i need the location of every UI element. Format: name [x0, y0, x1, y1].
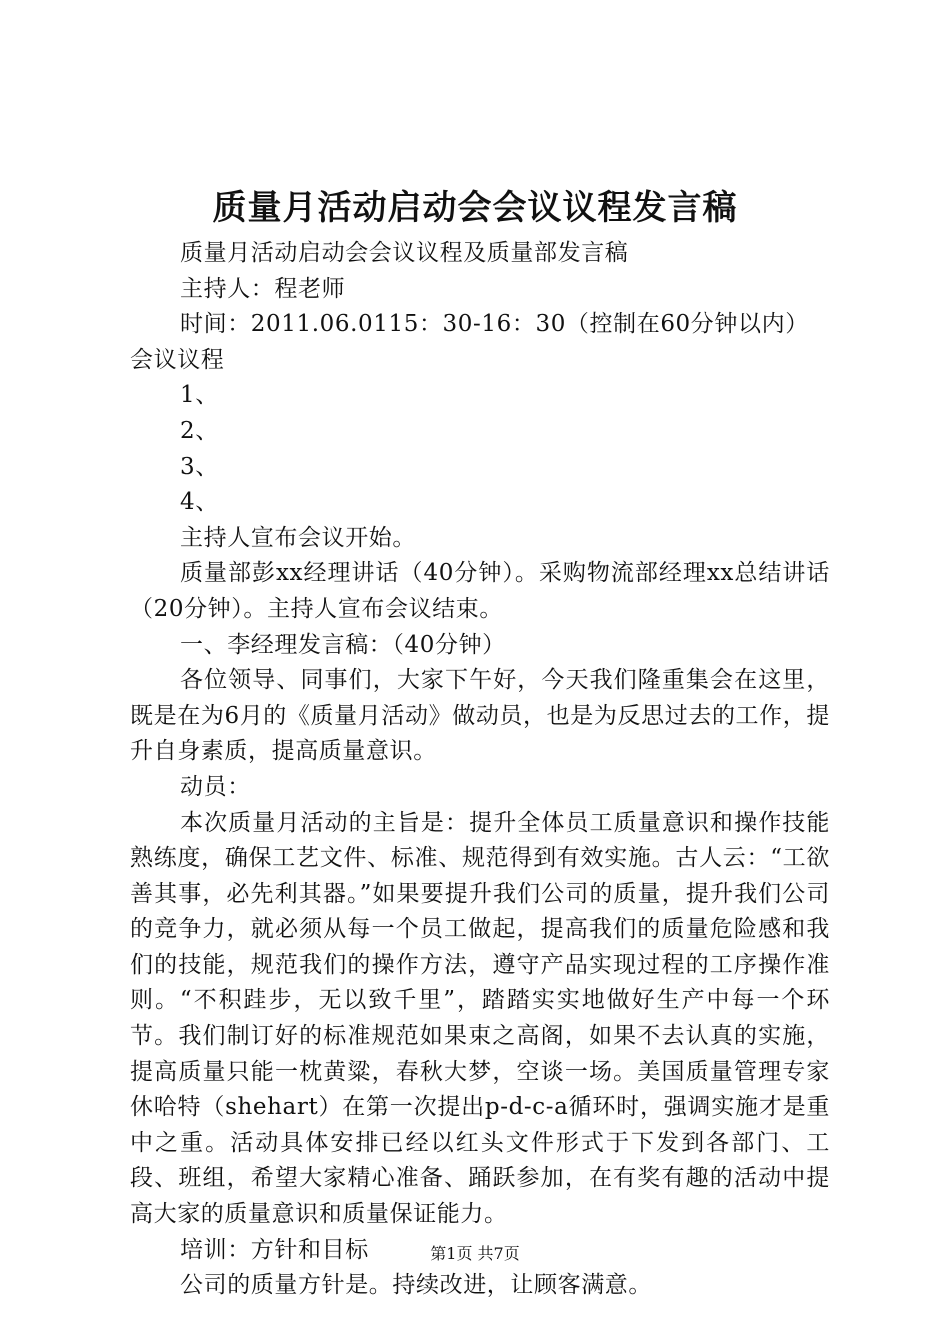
- agenda-item-2: 2、: [180, 417, 219, 444]
- agenda-item-3: 3、: [180, 453, 219, 480]
- subtitle-paragraph: 质量月活动启动会会议议程及质量部发言稿: [180, 240, 629, 266]
- host-line: 主持人：程老师: [180, 275, 346, 302]
- greeting-paragraph: 各位领导、同事们，大家下午好，今天我们隆重集会在这里，既是在为6月的《质量月活动》做动员，也是为反思过去的工作，提升自身素质，提高质量意识。: [130, 667, 830, 765]
- document-body: [130, 236, 830, 1304]
- policy-paragraph: 公司的质量方针是。持续改进，让顾客满意。: [180, 1272, 652, 1299]
- training-heading: 培训：方针和目标: [180, 1236, 369, 1263]
- agenda-heading: 会议议程: [130, 346, 225, 373]
- document-title: 质量月活动启动会会议议程发言稿: [212, 188, 738, 228]
- time-line: 时间：2011.06.0115：30-16：30（控制在60分钟以内）: [180, 311, 809, 338]
- mobilization-paragraph: 本次质量月活动的主旨是：提升全体员工质量意识和操作技能熟练度，确保工艺文件、标准、规范得到有效实施。古人云：“工欲善其事，必先利其器。”如果要提升我们公司的质量，提升我们公司的竞争力，就必须从每一个员工做起，提高我们的质量危险感和我们的技能，规范我们的操作方法，遵守产品实现过程的工序操作准则。“不积跬步，无以致千里”，踏踏实实地做好生产中每一个环节。我们制订好的标准规范如果束之高阁，如果不去认真的实施，提高质量只能一枕黄粱，春秋大梦，空谈一场。美国质量管理专家休哈特（shehart）在第一次提出p-d-c-a循环时，强调实施才是重中之重。活动具体安排已经以红头文件形式于下发到各部门、工段、班组，希望大家精心准备、踊跃参加，在有奖有趣的活动中提高大家的质量意识和质量保证能力。: [130, 809, 830, 1228]
- agenda-item-1: 1、: [180, 382, 219, 409]
- page-footer: 第1页 共7页: [430, 1244, 520, 1263]
- mobilization-heading: 动员：: [180, 773, 251, 800]
- opening-paragraph: 主持人宣布会议开始。: [180, 524, 416, 551]
- section-heading: 一、李经理发言稿：（40分钟）: [180, 631, 506, 658]
- speeches-paragraph: 质量部彭xx经理讲话（40分钟）。采购物流部经理xx总结讲话（20分钟）。主持人宣布会议结束。: [130, 560, 830, 622]
- agenda-item-4: 4、: [180, 489, 219, 516]
